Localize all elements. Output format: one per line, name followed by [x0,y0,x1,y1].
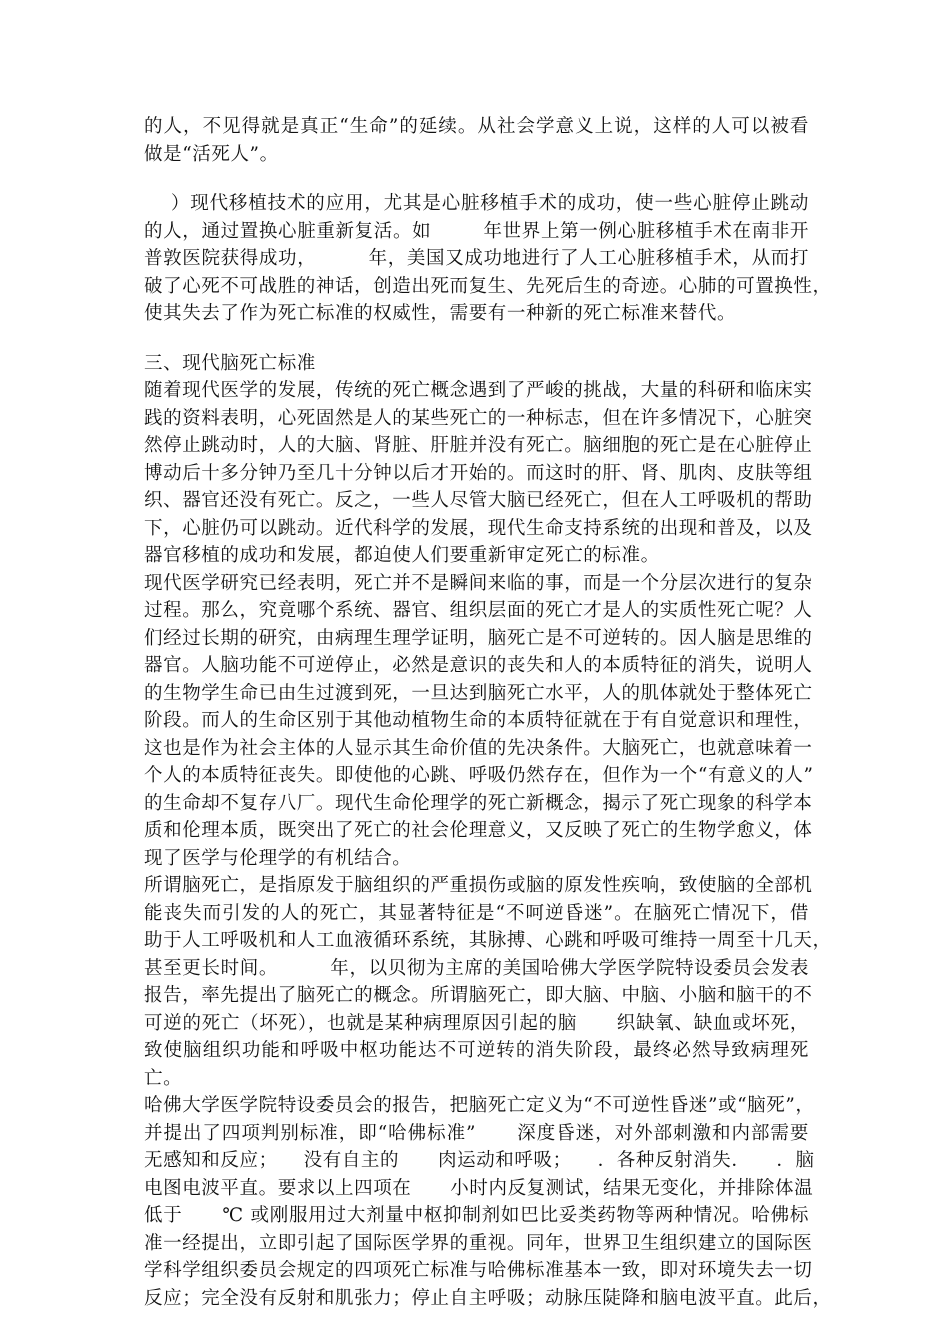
text-line: 能丧失而引发的人的死亡，其显著特征是“不呵逆昏迷”。在脑死亡情况下，借 [144,902,809,924]
text-line: 质和伦理本质，既突出了死亡的社会伦理意义，又反映了死亡的生物学愈义，体 [144,820,813,841]
text-line: 博动后十多分钟乃至几十分钟以后才开始的。而这时的肝、肾、肌肉、皮肤等组 [144,462,813,484]
paragraph-continuation [144,113,809,168]
text-line: 下，心脏仍可以跳动。近代科学的发展，现代生命支持系统的出现和普及，以及 [144,517,813,539]
section-heading: 三、现代脑死亡标准 [144,352,316,374]
text-line: 现代医学研究已经表明，死亡并不是瞬间来临的事，而是一个分层次进行的复杂 [144,572,813,594]
paragraph-gap [144,168,809,190]
text-line: 学科学组织委员会规定的四项死亡标准与哈佛标准基本一致，即对环境失去一切 [144,1260,813,1281]
text-line: ）现代移植技术的应用，尤其是心脏移植手术的成功，使一些心脏停止跳动 [144,193,809,214]
text-line: 个人的本质特征丧失。即使他的心跳、呼吸仍然存在，但作为一个“有意义的人” [144,765,814,786]
text-line: 甚至更长时间。 年，以贝彻为主席的美国哈佛大学医学院特设委员会发表 [144,957,809,979]
text-line: 阶段。而人的生命区别于其他动植物生命的本质特征就在于有自觉意识和理性， [144,710,813,731]
text-line: 并提出了四项判别标准，即“哈佛标准” 深度昏迷，对外部刺激和内部需要 [144,1122,809,1144]
text-line: 然停止跳动时，人的大脑、肾脏、肝脏并没有死亡。脑细胞的死亡是在心脏停止 [144,435,813,456]
text-line: 致使脑组织功能和呼吸中枢功能达不可逆转的消失阶段，最终必然导致病理死 [144,1040,809,1061]
text-line: 低于 ℃ 或刚服用过大剂量中枢抑制剂如巴比妥类药物等两种情况。哈佛标 [144,1205,809,1226]
text-line: 们经过长期的研究，由病理生理学证明，脑死亡是不可逆转的。因人脑是思维的 [144,627,813,649]
text-line: 所谓脑死亡，是指原发于脑组织的严重损伤或脑的原发性疾响，致使脑的全部机 [144,875,813,896]
text-line: 助于人工呼吸机和人工血液循环系统，其脉搏、心跳和呼吸可维持一周至十几天， [144,930,832,951]
text-line: 无感知和反应； 没有自主的 肉运动和呼吸； ．各种反射消失． ．脑 [144,1150,815,1171]
paragraph-gap [144,328,809,350]
text-line: 器官移植的成功和发展，都迫使人们要重新审定死亡的标准。 [144,545,660,566]
text-line: 准一经提出，立即引起了国际医学界的重视。同年，世界卫生组织建立的国际医 [144,1232,813,1254]
text-line: 织、器官还没有死亡。反之，一些人尽管大脑已经死亡，但在人工呼吸机的帮助 [144,490,813,511]
text-line: 做是“活死人”。 [144,143,279,165]
text-line: 可逆的死亡（坏死），也就是某种病理原因引起的脑 织缺氧、缺血或坏死， [144,1012,809,1034]
text-line: 随着现代医学的发展，传统的死亡概念遇到了严峻的挑战，大量的科研和临床实 [144,380,813,401]
text-line: 践的资料表明，心死固然是人的某些死亡的一种标志，但在许多情况下，心脏突 [144,407,813,429]
text-line: 电图电波平直。要求以上四项在 小时内反复测试，结果无变化，并排除体温 [144,1177,814,1199]
document-page [144,113,832,1312]
text-line: 普敦医院获得成功， 年，美国又成功地进行了人工心脏移植手术，从而打 [144,248,809,269]
text-line: 反应；完全没有反射和肌张力；停止自主呼吸；动脉压陡降和脑电波平直。此后， [144,1287,832,1309]
text-line: 的人，不见得就是真正“生命”的延续。从社会学意义上说，这样的人可以被看 [144,116,809,137]
text-line: 的生命却不复存八厂。现代生命伦理学的死亡新概念，揭示了死亡现象的科学本 [144,792,813,814]
text-line: 过程。那么，究竟哪个系统、器官、组织层面的死亡才是人的实质性死亡呢？人 [144,600,813,621]
paragraph-transplant [144,190,832,328]
text-line: 破了心死不可战胜的神话，创造出死而复生、先死后生的奇迹。心肺的可置换性， [144,275,832,297]
text-line: 器官。人脑功能不可逆停止，必然是意识的丧失和人的本质特征的消失，说明人 [144,655,813,676]
text-line: 亡。 [144,1067,183,1089]
text-line: 这也是作为社会主体的人显示其生命价值的先决条件。大脑死亡，也就意味着一 [144,737,813,759]
text-line: 的人，通过置换心脏重新复活。如 年世界上第一例心脏移植手术在南非开 [144,220,809,242]
text-line: 现了医学与伦理学的有机结合。 [144,847,412,869]
text-line: 使其失去了作为死亡标准的权威性，需要有一种新的死亡标准来替代。 [144,303,737,324]
text-line: 的生物学生命已由生过渡到死，一旦达到脑死亡水平，人的肌体就处于整体死亡 [144,682,813,704]
text-line: 哈佛大学医学院特设委员会的报告，把脑死亡定义为“不可逆性昏迷”或“脑死”， [144,1095,815,1116]
paragraph-brain-death [144,377,832,1312]
text-line: 报告，率先提出了脑死亡的概念。所谓脑死亡，即大脑、中脑、小脑和脑干的不 [144,985,813,1006]
